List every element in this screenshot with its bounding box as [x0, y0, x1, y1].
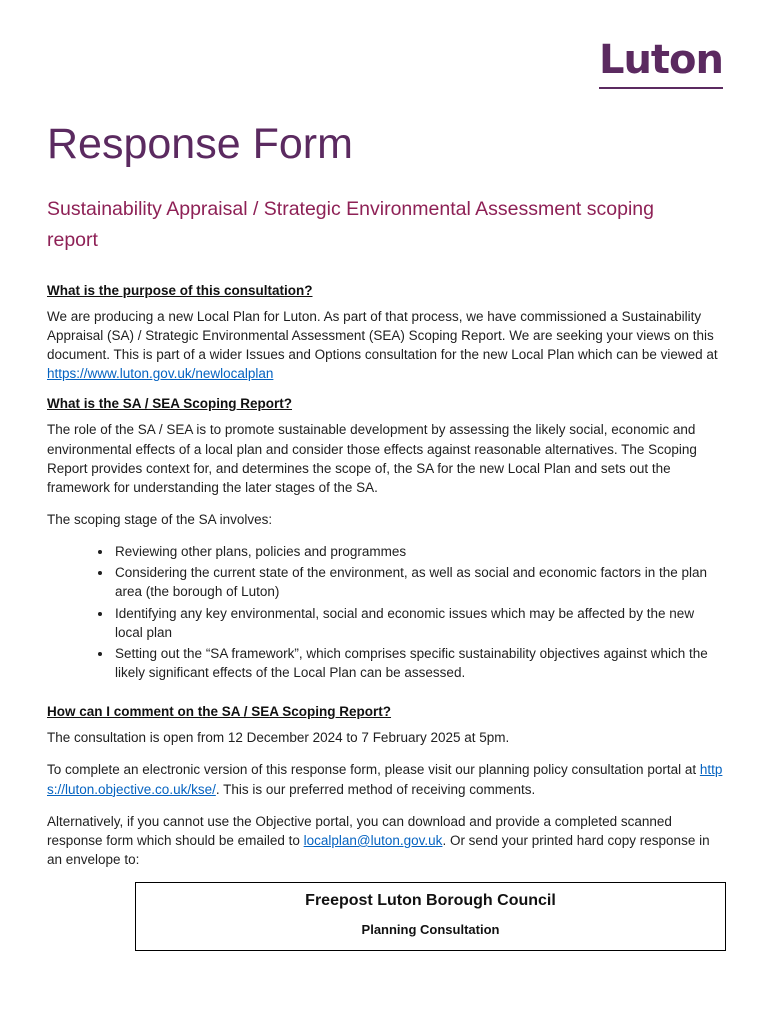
- alternative-paragraph-text-before: Alternatively, if you cannot use the Objective portal, you can download and provide a completed scanned response form which should be emailed to: [47, 813, 672, 848]
- purpose-heading: What is the purpose of this consultation?: [47, 282, 313, 298]
- portal-paragraph: [47, 760, 723, 798]
- scoping-paragraph: The role of the SA / SEA is to promote sustainable development by assessing the likely social, economic and environmental effects of a local plan and consider those effects against reasonable alternatives. The Scoping Report provides context for, and determines the scope of, the SA for the new Local Plan and sets out the framework for understanding the later stages of the SA.: [47, 422, 697, 495]
- freepost-address-box: [135, 882, 726, 951]
- luton-logo: [599, 38, 723, 89]
- page-subtitle: Sustainability Appraisal / Strategic Environmental Assessment scoping report: [47, 198, 654, 251]
- planning-consultation-line: Planning Consultation: [361, 922, 500, 938]
- luton-logo-text: Luton: [598, 37, 723, 83]
- luton-logo-underline: [599, 87, 723, 89]
- list-item: • Reviewing other plans, policies and programmes: [113, 542, 723, 561]
- scoping-intro: The scoping stage of the SA involves:: [47, 511, 273, 527]
- header: [47, 38, 723, 89]
- alternative-paragraph: [47, 812, 723, 869]
- section-how-to-comment: [47, 704, 723, 869]
- newlocalplan-link[interactable]: https://www.luton.gov.uk/newlocalplan: [47, 366, 274, 382]
- section-purpose: [47, 283, 723, 384]
- purpose-paragraph: [47, 307, 723, 384]
- freepost-address-line: Freepost Luton Borough Council: [305, 892, 556, 910]
- localplan-email-link[interactable]: localplan@luton.gov.uk: [303, 832, 443, 848]
- purpose-paragraph-text: We are producing a new Local Plan for Luton. As part of that process, we have commissioned a Sustainability Appraisal (SA) / Strategic Environmental Assessment (SEA) Scoping Report. We are seeking your views on this document. This is part of a wider Issues and Options consultation for the new Local Plan which can be viewed at: [47, 308, 718, 363]
- section-scoping-report: [47, 396, 723, 682]
- page-title: Response Form: [47, 120, 353, 168]
- list-item: • Setting out the “SA framework”, which comprises specific sustainability objectives against which the likely significant effects of the Local Plan can be assessed.: [113, 644, 723, 682]
- list-item: • Considering the current state of the environment, as well as social and economic factors in the plan area (the borough of Luton): [113, 563, 723, 601]
- portal-paragraph-text-after: . This is our preferred method of receiving comments.: [215, 781, 536, 797]
- objective-portal-link[interactable]: https://luton.objective.co.uk/kse/: [47, 762, 723, 797]
- portal-paragraph-text-before: To complete an electronic version of this response form, please visit our planning policy consultation portal at: [47, 762, 700, 778]
- scoping-bullet-list: [47, 542, 723, 682]
- alternative-paragraph-text-after: . Or send your printed hard copy response in an envelope to:: [47, 832, 710, 868]
- comment-heading: How can I comment on the SA / SEA Scoping Report?: [47, 704, 392, 720]
- list-item: • Identifying any key environmental, social and economic issues which may be affected by the new local plan: [113, 604, 723, 642]
- consultation-dates-paragraph: The consultation is open from 12 December 2024 to 7 February 2025 at 5pm.: [47, 730, 510, 746]
- scoping-heading: What is the SA / SEA Scoping Report?: [47, 396, 293, 412]
